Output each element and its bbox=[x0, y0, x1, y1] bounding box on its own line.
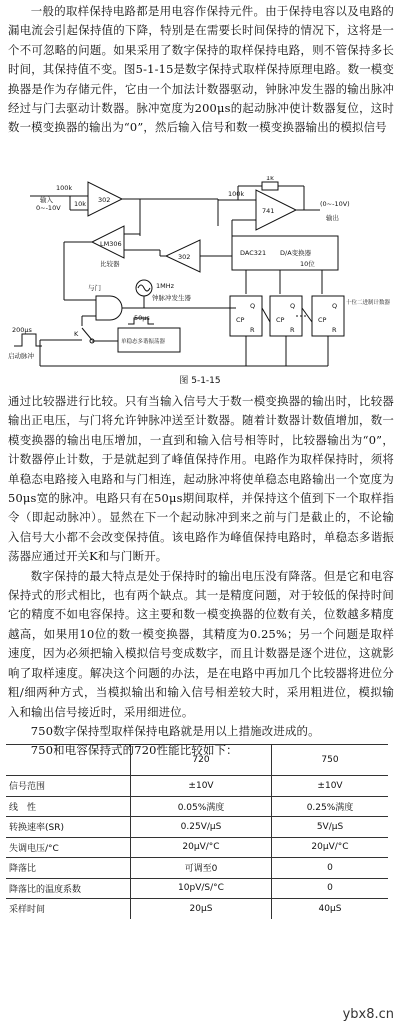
label-ff3-cp: CP bbox=[318, 316, 327, 324]
label-r-in: 100k bbox=[56, 184, 73, 192]
label-input: 输入 bbox=[40, 196, 53, 204]
table-cell: 线 性 bbox=[6, 796, 131, 817]
figure-caption: 图 5-1-15 bbox=[179, 376, 221, 386]
watermark: ybx8.cn bbox=[342, 1007, 394, 1022]
label-op2: 302 bbox=[178, 253, 191, 261]
label-r-1k: 1k bbox=[266, 176, 274, 182]
label-clock-freq: 1MHz bbox=[156, 282, 175, 290]
label-op1: 302 bbox=[98, 196, 111, 204]
table-cell: 0 bbox=[272, 858, 389, 879]
table-row bbox=[6, 776, 388, 797]
label-clock: 钟脉冲发生器 bbox=[152, 294, 191, 302]
and-gate bbox=[96, 296, 122, 320]
label-r-10k: 10k bbox=[74, 200, 87, 208]
table-cell: 0.05%满度 bbox=[131, 796, 272, 817]
table-cell: 可调至0 bbox=[131, 858, 272, 879]
table-row bbox=[6, 796, 388, 817]
table-row bbox=[6, 858, 388, 879]
label-start: 启动脉冲 bbox=[8, 352, 34, 360]
table-cell: 20μS bbox=[131, 899, 272, 919]
table-header-cell: 720 bbox=[131, 745, 272, 776]
circuit-diagram bbox=[0, 176, 400, 388]
table-cell: 降落比的温度系数 bbox=[6, 878, 131, 899]
table-cell: 10pV/S/°C bbox=[131, 878, 272, 899]
label-ff3-q: Q bbox=[332, 302, 338, 310]
label-input-range: 0~-10V bbox=[36, 204, 61, 212]
table-header-cell: 750 bbox=[272, 745, 389, 776]
table-row bbox=[6, 878, 388, 899]
table-header-row bbox=[6, 745, 388, 776]
table-cell: 降落比 bbox=[6, 858, 131, 879]
label-and-gate: 与门 bbox=[88, 284, 101, 292]
paragraph-5: 750和电容保持式的720性能比较如下： bbox=[30, 743, 238, 758]
label-dac-bits: 10位 bbox=[300, 260, 315, 268]
label-op-out: 741 bbox=[262, 207, 275, 215]
paragraph-2: 通过比较器进行比较。只有当输入信号大于数一模变换器的输出时，比较器输出正电压，与门将允许钟脉冲送至计数器。随着计数器计数值增加，数一模变换器的输出电压增加，一直到和输入信号相等时，比较器输出为“0”，计数器停止计数，于是就起到了峰值保持作用。电路作为取样保持时，须将单稳态电路接入电路和与门相连，起动脉冲将使单稳态电路输出一个宽度为50μs宽的脉冲。电路只有在50μs期间取样，并保持这个值到下一个取样指令（即起动脉冲）。显然在下一个起动脉冲到来之前与门是截止的，不论输入信号大小都不会改变保持值。该电路作为峰值保持电路时，单稳态多谐振荡器应通过开关K和与门断开。 bbox=[8, 394, 394, 564]
label-ff1-r: R bbox=[250, 326, 255, 334]
label-comparator: LM306 bbox=[100, 240, 122, 248]
table-cell: 0.25%满度 bbox=[272, 796, 389, 817]
table-row bbox=[6, 817, 388, 838]
label-oneshot: 单稳态多谐振荡器 bbox=[121, 339, 166, 345]
table-cell: 转换速率(SR) bbox=[6, 817, 131, 838]
paragraph-intro bbox=[8, 2, 394, 138]
paragraph-body bbox=[8, 392, 394, 761]
table-row bbox=[6, 899, 388, 919]
table-cell: 0 bbox=[272, 878, 389, 899]
table-cell: 0.25V/μS bbox=[131, 817, 272, 838]
label-ff2-cp: CP bbox=[276, 316, 285, 324]
paragraph-1: 一般的取样保持电路都是用电容作保持元件。由于保持电容以及电路的漏电流会引起保持值的下降，特别是在需要长时间保持的情况下，这将是一个不可忽略的问题。如果采用了数字保持的取样保持电路，则不管保持多长时间，其保持值不变。图5-1-15是数字保持式取样保持原理电路。数一模变换器是作为存储元件，它由一个加法计数器驱动，钟脉冲发生器的输出脉冲经过与门去驱动计数器。脉冲宽度为200μs的起动脉冲使计数器复位，这时数一模变换器的输出为“0”，然后输入信号和数一模变换器输出的模拟信号 bbox=[8, 4, 394, 135]
label-ff1-cp: CP bbox=[236, 316, 245, 324]
paragraph-4: 750数字保持型取样保持电路就是用以上措施改进成的。 bbox=[30, 723, 320, 738]
table-row bbox=[6, 837, 388, 858]
table-cell: ±10V bbox=[272, 776, 389, 797]
label-r-100k: 100k bbox=[228, 190, 245, 198]
paragraph-3: 数字保持的最大特点是处于保持时的输出电压没有降落。但是它和电容保持式的形式相比，也有两个缺点。其一是精度问题，对于较低的保持时间它的精度不如电容保持。这主要和数一模变换器的位数有关，位数越多精度越高，如果用10位的数一模变换器，其精度为0.25%；另一个问题是取样速度，因为必须把输入模拟信号变成数字，而且计数器是逐个进位，这就影响了取样速度。解决这个问题的办法，是在电路中再加几个比较器将进位分粗/细两种方式，当模拟输出和输入信号相差较大时，采用粗进位，模拟输入和输出信号接近时，采用细进位。 bbox=[8, 568, 394, 719]
label-switch-k: K bbox=[74, 330, 79, 338]
label-ff2-q: Q bbox=[290, 302, 296, 310]
table-header-cell bbox=[6, 745, 131, 776]
table-cell: 信号范围 bbox=[6, 776, 131, 797]
label-ff3-r: R bbox=[332, 326, 337, 334]
flipflop-3 bbox=[312, 296, 344, 336]
table-cell: 20μV/°C bbox=[272, 837, 389, 858]
flipflop-1 bbox=[230, 296, 262, 336]
label-counter: 十位二进制计数器 bbox=[346, 300, 391, 306]
table-cell: 5V/μS bbox=[272, 817, 389, 838]
table-cell: 失调电压/°C bbox=[6, 837, 131, 858]
label-dac: DAC321 bbox=[240, 249, 267, 257]
label-oneshot-width: 50μs bbox=[134, 314, 150, 322]
comparison-table bbox=[6, 744, 388, 919]
label-output: 输出 bbox=[326, 214, 339, 222]
table-cell: 20μV/°C bbox=[131, 837, 272, 858]
table-cell: ±10V bbox=[131, 776, 272, 797]
label-output-range: (0~-10V) bbox=[320, 200, 350, 208]
label-ff2-r: R bbox=[290, 326, 295, 334]
label-ff1-q: Q bbox=[250, 302, 256, 310]
label-start-width: 200μs bbox=[12, 326, 32, 334]
table-cell: 采样时间 bbox=[6, 899, 131, 919]
label-dac-cn: D/A变换器 bbox=[280, 249, 312, 257]
label-comparator-cn: 比较器 bbox=[100, 260, 120, 268]
table-cell: 40μS bbox=[272, 899, 389, 919]
